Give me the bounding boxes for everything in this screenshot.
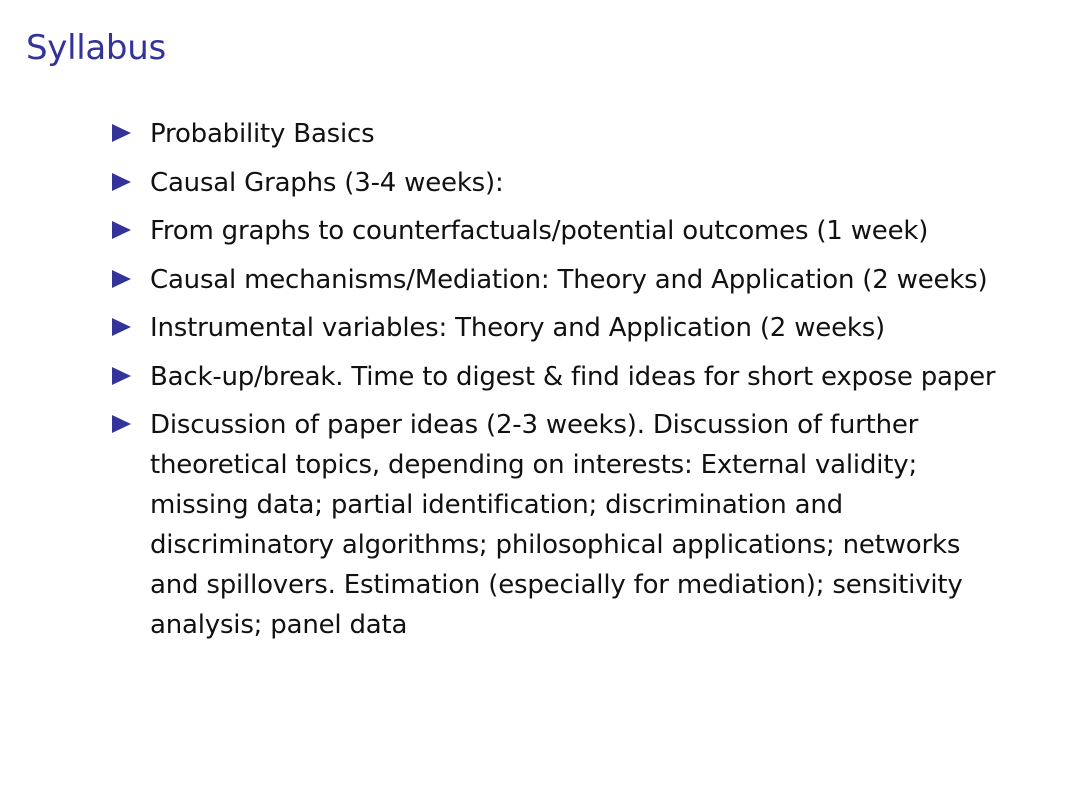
- list-item-text: Back-up/break. Time to digest & find ideas for short expose paper: [150, 361, 996, 392]
- list-item-text: Causal mechanisms/Mediation: Theory and Application (2 weeks): [150, 264, 988, 295]
- triangle-bullet-icon: [112, 124, 131, 142]
- syllabus-list: [108, 114, 1008, 654]
- list-item: [108, 405, 1008, 645]
- list-item-text: Probability Basics: [150, 119, 375, 149]
- list-item: [108, 357, 1008, 397]
- list-item: [108, 211, 1008, 251]
- triangle-bullet-icon: [112, 270, 131, 288]
- slide-title: Syllabus: [26, 28, 166, 68]
- triangle-bullet-icon: [112, 221, 131, 239]
- triangle-bullet-icon: [112, 367, 131, 385]
- list-item: [108, 163, 1008, 203]
- triangle-bullet-icon: [112, 318, 131, 336]
- list-item-text: Instrumental variables: Theory and Application (2 weeks): [150, 313, 886, 343]
- list-item: [108, 260, 1008, 300]
- list-item: [108, 308, 1008, 348]
- list-item-text: From graphs to counterfactuals/potential outcomes (1 week): [150, 216, 929, 246]
- list-item-text: Causal Graphs (3-4 weeks):: [150, 167, 504, 198]
- list-item: [108, 114, 1008, 154]
- triangle-bullet-icon: [112, 415, 131, 433]
- triangle-bullet-icon: [112, 173, 131, 191]
- list-item-text: Discussion of paper ideas (2-3 weeks). Discussion of further theoretical topics, depending on interests: External validity; missing data; partial identification; discrimination and discriminatory algorithms; philosophical applications; networks and spillovers. Estimation (especially for mediation); sensitivity analysis; panel data: [150, 410, 963, 640]
